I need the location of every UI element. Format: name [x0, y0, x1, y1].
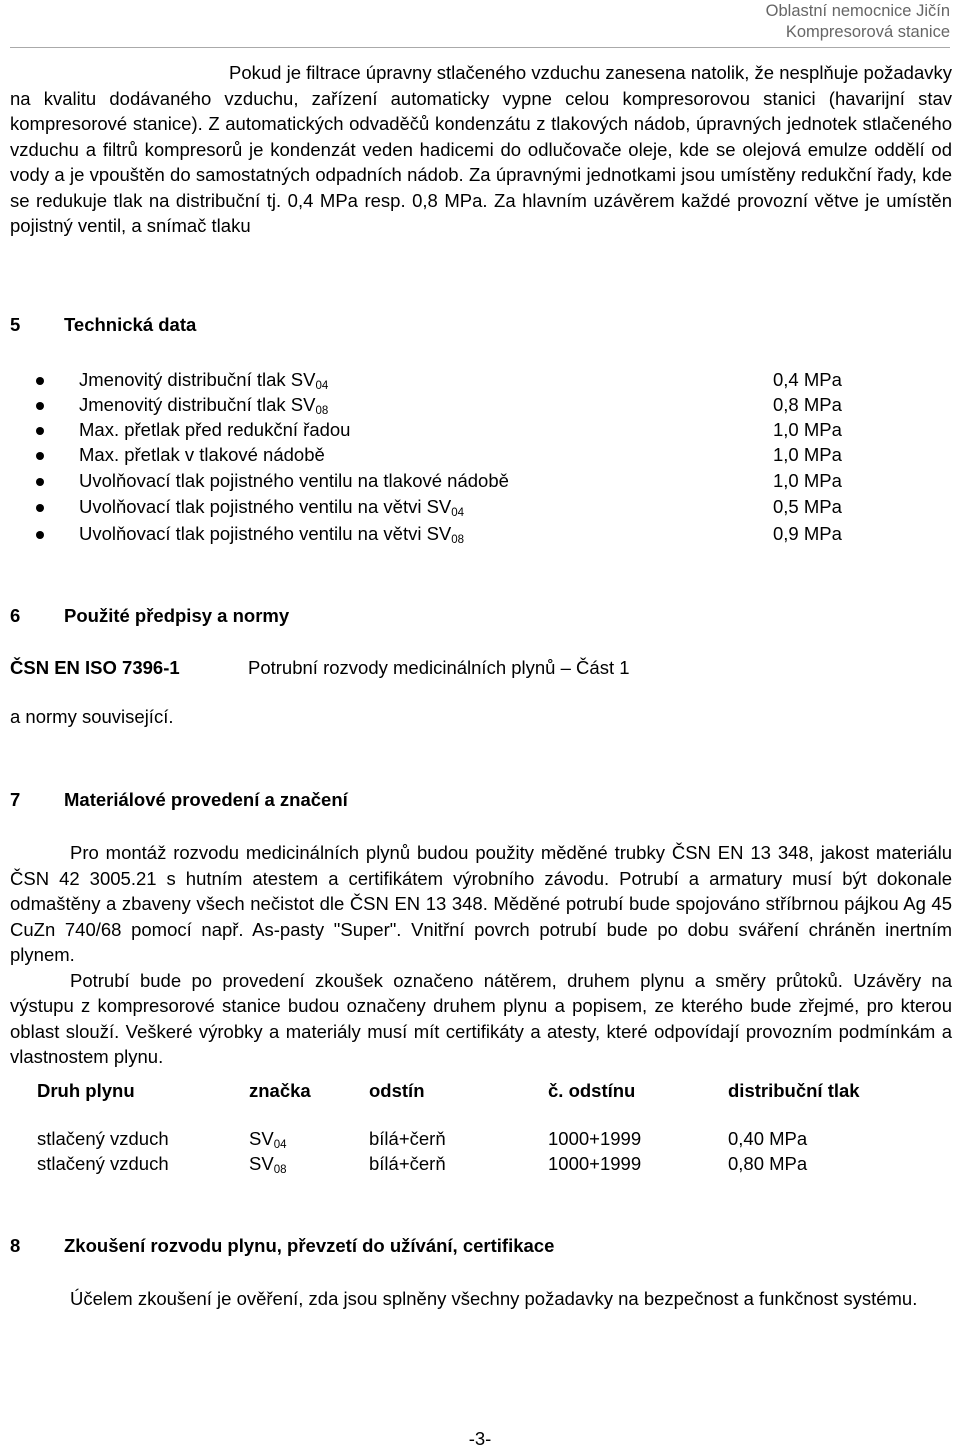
materials-text-2: Potrubí bude po provedení zkoušek označeno nátěrem, druhem plynu a směry průtoků. Uzávěry na výstupu z kompresorové stanice budou označeny druhem plynu a popisem, ze kterého bude zřejmé, pro kterou oblast slouží. Veškeré výrobky a materiály musí mít certifikáty a atesty, které odpovídají provozním podmínkám a vlastnostem plynu.: [10, 969, 952, 1067]
cell-gas: stlačený vzduch: [37, 1153, 169, 1174]
item-value: 1,0 MPa: [773, 470, 842, 491]
section-title: Technická data: [64, 314, 197, 335]
item-label: Uvolňovací tlak pojistného ventilu na větvi $SV_{08}$: [79, 523, 465, 546]
section-6-heading: [10, 605, 289, 627]
column-header: Druh plynu: [37, 1080, 135, 1101]
cell-shade-number: 1000+1999: [548, 1128, 642, 1149]
bullet-icon: [36, 402, 44, 410]
norm-code: ČSN EN ISO 7396-1: [10, 657, 180, 678]
intro-body: na kvalitu dodávaného vzduchu, zařízení automaticky vypne celou kompresorovou stanici (havarijní stav kompresorové stanice). Z automatických odvaděčů kondenzátu z tlakových nádob, úpravných jednotek stlačeného vzduchu a filtrů kompresorů je kondenzát veden hadicemi do odlučovače oleje, kde se olejová emulze oddělí od vody a je vpouštěn do samostatných odpadních nádob. Za úpravnými jednotkami jsou umístěny redukční řady, kde se redukuje tlak na distribuční tj. 0,4 MPa resp. 0,8 MPa. Za hlavním uzávěrem každé provozní větve je umístěn pojistný ventil, a snímač tlaku: [10, 87, 952, 236]
item-value: 1,0 MPa: [773, 444, 842, 465]
column-header: č. odstínu: [548, 1080, 636, 1101]
header-divider: [10, 47, 950, 48]
cell-gas: stlačený vzduch: [37, 1128, 169, 1149]
testing-text: Účelem zkoušení je ověření, zda jsou splněny všechny požadavky na bezpečnost a funkčnost systému.: [70, 1288, 918, 1309]
bullet-icon: [36, 377, 44, 385]
section-title: Použité předpisy a normy: [64, 605, 290, 626]
section-number: 5: [10, 314, 21, 335]
cell-mark: $SV_{04}$: [249, 1128, 287, 1151]
testing-paragraph: [10, 1286, 952, 1312]
item-value: 0,8 MPa: [773, 394, 842, 415]
norm-title: Potrubní rozvody medicinálních plynů – Část 1: [248, 657, 630, 678]
column-header: odstín: [369, 1080, 425, 1101]
column-header: značka: [249, 1080, 311, 1101]
cell-shade: bílá+čerň: [369, 1153, 446, 1174]
cell-shade: bílá+čerň: [369, 1128, 446, 1149]
section-8-heading: [10, 1235, 554, 1257]
section-number: 7: [10, 789, 21, 810]
item-label: Max. přetlak před redukční řadou: [79, 419, 351, 440]
bullet-icon: [36, 478, 44, 486]
column-header: distribuční tlak: [728, 1080, 860, 1101]
item-value: 0,4 MPa: [773, 369, 842, 390]
section-number: 8: [10, 1235, 21, 1256]
item-label: Jmenovitý distribuční tlak $SV_{04}$: [79, 369, 329, 392]
item-label: Max. přetlak v tlakové nádobě: [79, 444, 325, 465]
section-title: Zkoušení rozvodu plynu, převzetí do užívání, certifikace: [64, 1235, 555, 1256]
materials-text-1: Pro montáž rozvodu medicinálních plynů budou použity měděné trubky ČSN EN 13 348, jakost materiálu ČSN 42 3005.21 s hutním atestem a certifikátem výrobního závodu. Potrubí a armatury musí být dokonale odmaštěny a zbaveny všech nečistot dle ČSN EN 13 348. Měděné potrubí bude spojováno stříbrnou pájkou Ag 45 CuZn 740/68 pomocí např. As-pasty "Super". Vnitřní povrch potrubí bude po dobu sváření chráněn inertním plynem.: [10, 842, 952, 965]
bullet-icon: [36, 531, 44, 539]
item-value: 0,9 MPa: [773, 523, 842, 544]
section-number: 6: [10, 605, 21, 626]
item-label: Jmenovitý distribuční tlak $SV_{08}$: [79, 394, 329, 417]
materials-paragraph: [10, 840, 952, 1070]
page-number: -3-: [468, 1428, 492, 1449]
cell-shade-number: 1000+1999: [548, 1153, 642, 1174]
bullet-icon: [36, 504, 44, 512]
bullet-icon: [36, 452, 44, 460]
header-document: Kompresorová stanice: [785, 23, 950, 41]
header-institution: Oblastní nemocnice Jičín: [765, 2, 950, 20]
related-norms: a normy související.: [10, 706, 174, 727]
bullet-icon: [36, 427, 44, 435]
section-7-heading: [10, 789, 348, 811]
item-label: Uvolňovací tlak pojistného ventilu na větvi $SV_{04}$: [79, 496, 465, 519]
item-value: 1,0 MPa: [773, 419, 842, 440]
item-value: 0,5 MPa: [773, 496, 842, 517]
cell-pressure: 0,80 MPa: [728, 1153, 808, 1174]
cell-pressure: 0,40 MPa: [728, 1128, 808, 1149]
intro-paragraph: [10, 60, 952, 239]
intro-first-line: Pokud je filtrace úpravny stlačeného vzduchu zanesena natolik, že nesplňuje požadavky: [229, 62, 952, 83]
item-label: Uvolňovací tlak pojistného ventilu na tlakové nádobě: [79, 470, 509, 491]
cell-mark: $SV_{08}$: [249, 1153, 287, 1176]
section-5-heading: [10, 314, 196, 336]
section-title: Materiálové provedení a značení: [64, 789, 348, 810]
